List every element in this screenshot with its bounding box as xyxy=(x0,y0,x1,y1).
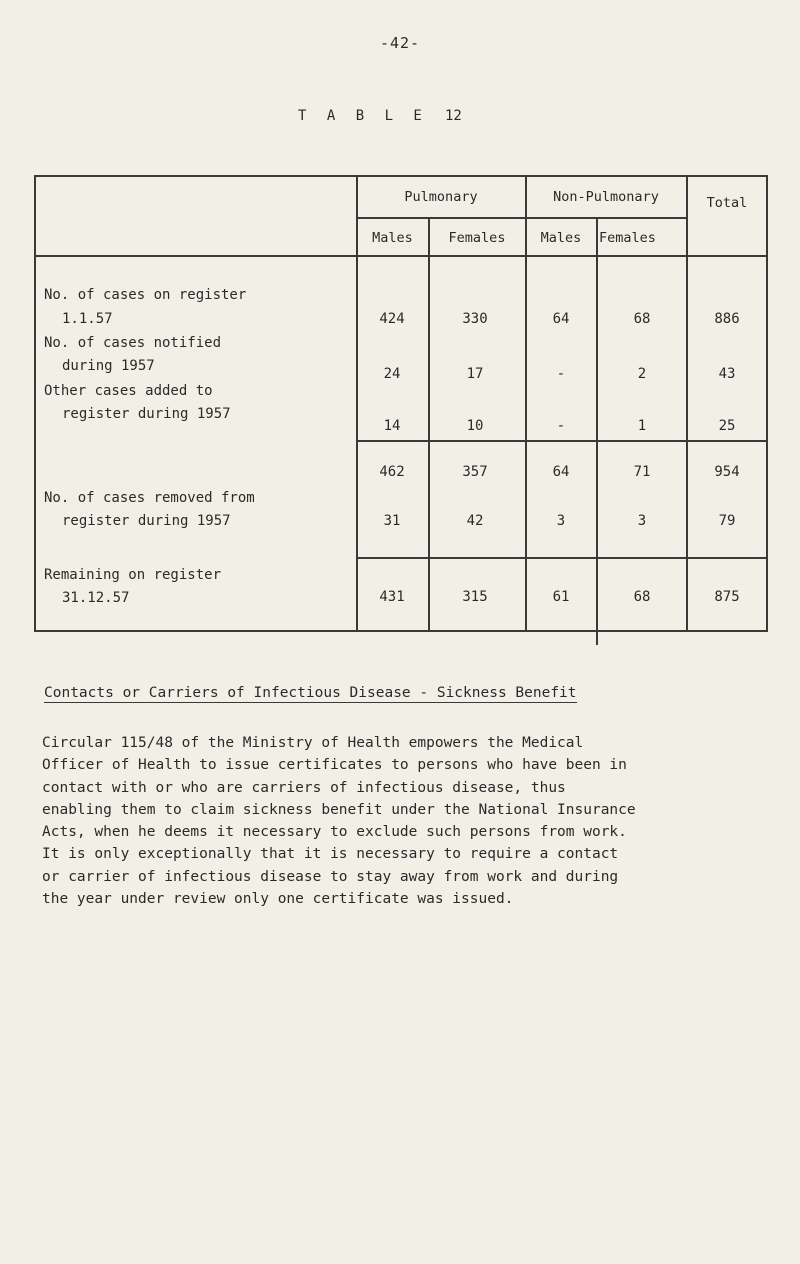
cell-value: - xyxy=(556,418,566,434)
header-pulmonary: Pulmonary xyxy=(404,189,478,205)
cell-value: 3 xyxy=(637,513,647,529)
cell-value: 42 xyxy=(466,513,484,529)
body-paragraph xyxy=(42,732,772,910)
table-number: 12 xyxy=(445,108,462,124)
paragraph-line: enabling them to claim sickness benefit under the National Insurance xyxy=(42,801,636,818)
paragraph-line: Acts, when he deems it necessary to exclude such persons from work. xyxy=(42,824,627,841)
cell-value: 886 xyxy=(714,311,740,327)
row-label-line1: No. of cases notified xyxy=(44,335,222,351)
header-total: Total xyxy=(706,195,748,211)
cell-value: 68 xyxy=(633,311,651,327)
cell-value: 2 xyxy=(637,366,647,382)
cell-value: 79 xyxy=(718,513,736,529)
cell-value: 64 xyxy=(552,311,570,327)
row-label-line2: register during 1957 xyxy=(62,513,231,529)
cell-value: 17 xyxy=(466,366,484,382)
header-np-males: Males xyxy=(540,230,582,246)
paragraph-line: Officer of Health to issue certificates to persons who have been in xyxy=(42,757,627,774)
header-np-females: Females xyxy=(599,230,656,246)
subtotal-value: 357 xyxy=(462,464,488,480)
row-label-line2: 31.12.57 xyxy=(62,590,130,606)
cell-value: 1 xyxy=(637,418,647,434)
cell-value: 25 xyxy=(718,418,736,434)
np-males-divider xyxy=(596,217,598,645)
table-title: T A B L E xyxy=(298,108,428,124)
table-bottom-border xyxy=(34,630,767,632)
cell-value: 424 xyxy=(379,311,405,327)
paragraph-line: Circular 115/48 of the Ministry of Health empowers the Medical xyxy=(42,735,584,751)
cell-value: 10 xyxy=(466,418,484,434)
cell-value: 68 xyxy=(633,589,651,605)
row-label-line2: register during 1957 xyxy=(62,406,231,422)
cell-value: 24 xyxy=(383,366,401,382)
subtotal-value: 71 xyxy=(633,464,651,480)
header-p-females: Females xyxy=(448,230,506,246)
cell-value: 330 xyxy=(462,311,488,327)
paragraph-line: contact with or who are carriers of infectious disease, thus xyxy=(42,779,566,796)
cell-value: 61 xyxy=(552,589,570,605)
row-label-line1: Other cases added to xyxy=(44,383,213,399)
paragraph-line: It is only exceptionally that it is necessary to require a contact xyxy=(42,846,619,863)
row-label-line1: No. of cases on register xyxy=(44,287,247,303)
header-p-males: Males xyxy=(372,230,413,246)
paragraph-line: or carrier of infectious disease to stay away from work and during xyxy=(42,868,619,885)
subtotal-value: 954 xyxy=(714,464,740,480)
header-bottom-border xyxy=(34,255,767,257)
paragraph-line: the year under review only one certificate was issued. xyxy=(42,891,514,908)
row-label-line2: 1.1.57 xyxy=(62,311,113,327)
p-males-divider xyxy=(428,217,430,632)
table-left-border xyxy=(34,175,36,632)
row-label-line1: No. of cases removed from xyxy=(44,490,255,506)
cell-value: 31 xyxy=(383,513,401,529)
subtotal-value: 462 xyxy=(379,464,405,480)
header-group-divider xyxy=(357,217,687,219)
cell-value: 315 xyxy=(462,589,488,605)
header-non-pulmonary: Non-Pulmonary xyxy=(553,189,659,205)
row-label-line1: Remaining on register xyxy=(44,567,222,583)
subtotal-top-line xyxy=(357,440,767,442)
cell-value: 3 xyxy=(556,513,566,529)
cell-value: 875 xyxy=(714,589,740,605)
cell-value: 431 xyxy=(379,589,405,605)
remaining-top-line xyxy=(357,557,767,559)
cell-value: 43 xyxy=(718,366,736,382)
cell-value: - xyxy=(556,366,566,382)
section-heading: Contacts or Carriers of Infectious Disease - Sickness Benefit xyxy=(44,685,577,701)
table-right-border xyxy=(766,175,768,632)
subtotal-value: 64 xyxy=(552,464,570,480)
table-top-border xyxy=(34,175,767,177)
page-number: -42- xyxy=(379,34,421,52)
cell-value: 14 xyxy=(383,418,401,434)
row-label-line2: during 1957 xyxy=(62,358,155,374)
